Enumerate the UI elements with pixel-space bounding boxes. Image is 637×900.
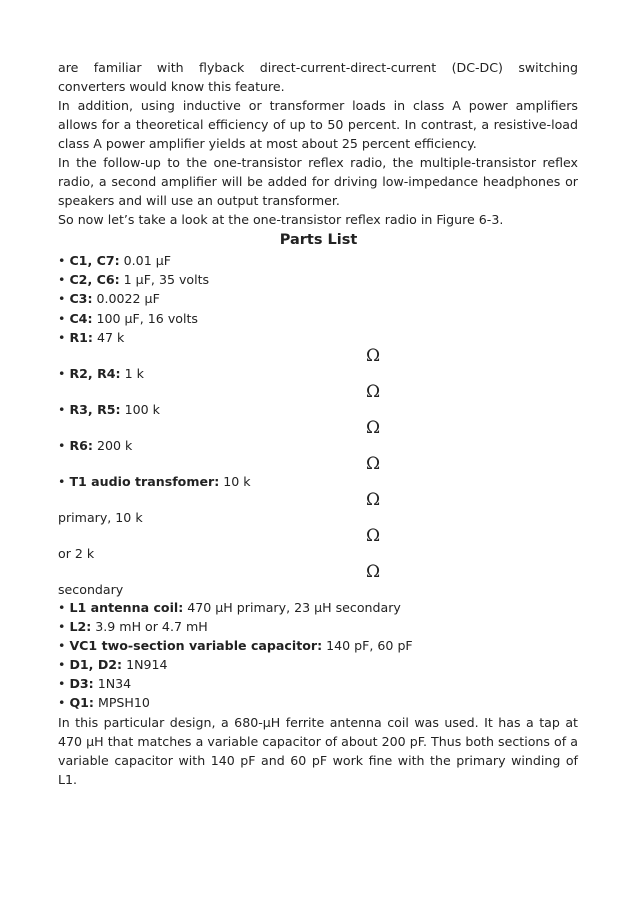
- ohm-symbol: Ω: [366, 562, 381, 582]
- list-item: • D1, D2: 1N914: [58, 657, 168, 672]
- list-item: • C3: 0.0022 µF: [58, 291, 160, 306]
- list-item: • C2, C6: 1 µF, 35 volts: [58, 272, 210, 287]
- paragraph-flyback: are familiar with flyback direct-current-direct-current (DC-DC) switching converters would know this feature.: [58, 60, 578, 94]
- ohm-symbol: Ω: [366, 418, 381, 438]
- ohm-symbol: Ω: [366, 382, 381, 402]
- paragraph-efficiency: In addition, using inductive or transformer loads in class A power amplifiers allows for a theoretical efficiency of up to 50 percent. In contrast, a resistive-load class A power amplifier yields at most about 25 percent efficiency.: [58, 98, 578, 151]
- list-item: • L2: 3.9 mH or 4.7 mH: [58, 619, 208, 634]
- ohm-symbol: Ω: [366, 490, 381, 510]
- list-item: • D3: 1N34: [58, 676, 132, 691]
- list-item: • R3, R5: 100 k: [58, 402, 160, 417]
- list-item: • R1: 47 k: [58, 330, 125, 345]
- list-item-continuation: secondary: [58, 582, 124, 597]
- paragraph-figure-ref: So now let’s take a look at the one-transistor reflex radio in Figure 6-3.: [58, 212, 504, 227]
- ohm-symbol: Ω: [366, 454, 381, 474]
- list-item: • VC1 two-section variable capacitor: 140 pF, 60 pF: [58, 638, 413, 653]
- list-item: • C1, C7: 0.01 µF: [58, 253, 171, 268]
- list-item: • R2, R4: 1 k: [58, 366, 144, 381]
- list-item-continuation: or 2 k: [58, 546, 95, 561]
- paragraph-follow-up: In the follow-up to the one-transistor reflex radio, the multiple-transistor reflex radio, a second amplifier will be added for driving low-impedance headphones or speakers and will use an output transformer.: [58, 155, 578, 208]
- list-item: • L1 antenna coil: 470 µH primary, 23 µH secondary: [58, 600, 401, 615]
- list-item-continuation: primary, 10 k: [58, 510, 143, 525]
- list-item: • Q1: MPSH10: [58, 695, 150, 710]
- parts-list-title: Parts List: [279, 232, 358, 248]
- list-item: • R6: 200 k: [58, 438, 133, 453]
- ohm-symbol: Ω: [366, 346, 381, 366]
- list-item: • C4: 100 µF, 16 volts: [58, 311, 198, 326]
- list-item: • T1 audio transfomer: 10 k: [58, 474, 251, 489]
- ohm-symbol: Ω: [366, 526, 381, 546]
- paragraph-design-notes: In this particular design, a 680-µH ferrite antenna coil was used. It has a tap at 470 µH that matches a variable capacitor of about 200 pF. Thus both sections of a variable capacitor with 140 pF and 60 pF work fine with the primary winding of L1.: [58, 715, 578, 787]
